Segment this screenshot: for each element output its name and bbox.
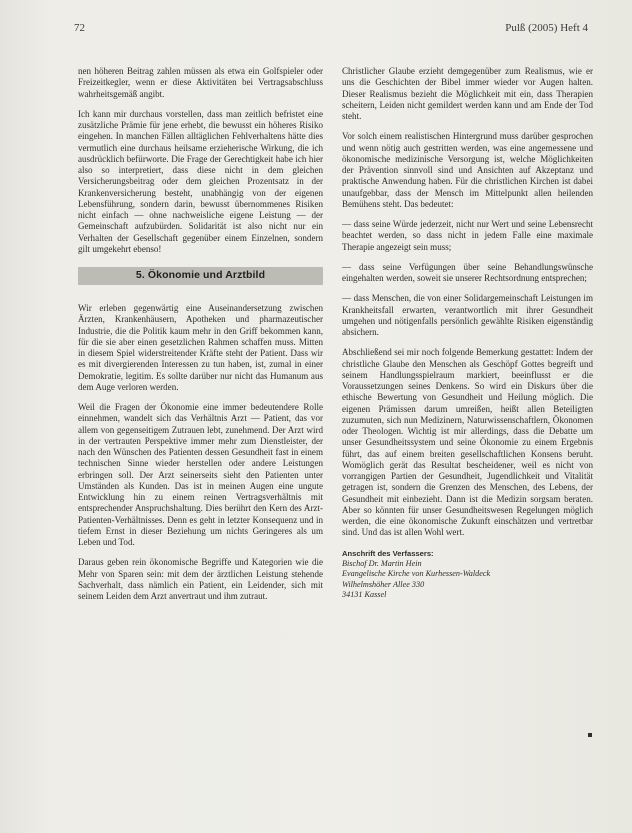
page-header [74,18,588,38]
paragraph: Weil die Fragen der Ökonomie eine immer bedeutendere Rolle einnehmen, wandelt sich das Verhältnis Arzt — Patient, das vor allem von gegenseitigem Zutrauen lebt, zunehmend. Der Arzt wird in der vertrauten Perspektive immer mehr zum Dienstleister, der nach den Wünschen des Patienten dessen Gesundheit fast in einem technischen Sinne wieder herstellen oder andere Leistungen erbringen soll. Der Arzt seinerseits sieht den Patienten unter Umständen als Kunden. Das ist in meinen Augen eine ungute Entwicklung hin zu einem reinen Vertragsverhältnis mit entsprechender Anspruchshaltung. Dies berührt den Kern des Arzt-Patienten-Verhältnisses. Denn es geht in letzter Konsequenz und in tiefem Ernst in dieser Beziehung um nichts Geringeres als um Leben und Tod. [78,402,323,547]
list-item: — dass Menschen, die von einer Solidargemeinschaft Leistungen im Krankheitsfall erwarten, verantwortlich mit ihrer Gesundheit umgehen und nötigenfalls persönlich gewählte Risiken eigenständig absichern. [342,293,593,337]
left-column [78,66,323,611]
right-column [342,66,593,601]
paragraph: nen höheren Beitrag zahlen müssen als etwa ein Golfspieler oder Freizeitkegler, wenn er diese Aktivitäten bei Vertragsabschluss wahrheitsgemäß angibt. [78,66,323,99]
paragraph: Abschließend sei mir noch folgende Bemerkung gestattet: Indem der christliche Glaube den Menschen als Geschöpf Gottes begreift und seinem Handlungsspielraum markiert, beeinflusst er die Voraussetzungen seines Denkens. So wird ein Diskurs über die ethische Bewertung von Gesundheit und Heilung möglich. Die eigenen Prämissen darum umreißen, heißt allen Beteiligten zuzumuten, sich nun Medizinern, Naturwissenschaftlern, Ökonomen oder Theologen. Wichtig ist mir allerdings, dass die Debatte um unser Gesundheitssystem und seine Ökonomie zu einem Ergebnis führt, das auf einem breiten gesellschaftlichen Konsens beruht. Womöglich gerät das Resultat bescheidener, weil es nicht von vorrangigen Partien der Gesundheit, Jugendlichkeit und Vitalität getragen ist, sondern die Grenzen des Menschen, des Lebens, der Gesundheit mit einbezieht. Dann ist die Medizin sorgsam beraten. Aber so könnten für unser Gesundheitswesen Regelungen möglich werden, die eine ökonomische Zukunft einschätzen und vertretbar sind. Und das ist allen Wohl wert. [342,347,593,538]
paragraph: Vor solch einem realistischen Hintergrund muss darüber gesprochen und wenn nötig auch gestritten werden, was eine angemessene und ökonomische medizinische Versorgung ist, welche Möglichkeiten der Prävention sinnvoll sind und Ansichten auf Akzeptanz und praktische Anwendung haben. Für die christlichen Kirchen ist dabei unaufgebbar, dass der Mensch im Mittelpunkt allen heilenden Bemühens steht. Das bedeutet: [342,131,593,209]
list-item: — dass seine Verfügungen über seine Behandlungswünsche eingehalten werden, soweit sie unserer Rechtsordnung entsprechen; [342,261,593,283]
section-heading-text: 5. Ökonomie und Arztbild [135,269,266,282]
address-line: Bischof Dr. Martin Hein [342,558,422,568]
paragraph: Daraus geben rein ökonomische Begriffe und Kategorien wie die Mehr von Sparen sein: mit dem der ärztlichen Leistung stehende Sachverhalt, dass nämlich ein Patient, ein Leidender, sich mit seinem Leiden dem Arzt anvertraut und ihm zutraut. [78,557,323,601]
author-address [342,549,593,601]
address-line: Wilhelmshöher Allee 330 [342,579,425,589]
address-line: Evangelische Kirche von Kurhessen-Waldeck [342,569,491,579]
section-heading [78,267,323,285]
end-of-article-mark [588,733,592,737]
paragraph: Christlicher Glaube erzieht demgegenüber zum Realismus, wie er uns die Geschichten der Bibel immer wieder vor Augen halten. Dieser Realismus bezieht die Möglichkeit mit ein, dass Therapien scheitern, Leiden nicht gemildert werden kann und am Ende der Tod steht. [342,66,593,121]
paragraph: Ich kann mir durchaus vorstellen, dass man zeitlich befristet eine zusätzliche Prämie für jene erhebt, die bewusst ein höheres Risiko eingehen. In manchen Fällen alltäglichen Fehlverhaltens hätte dies vermutlich eine durchaus heilsame erzieherische Wirkung, die ich ausdrücklich befürworte. Die Frage der Gerechtigkeit habe ich hier also so interpretiert, dass diese nicht in dem gleichen Versicherungsbeitrag oder dem gleichen Prozentsatz in der Krankenversicherung besteht, unabhängig von der eigenen Lebensführung, sondern darin, bewusst übernommenes Risiken nicht einfach — ohne nachweisliche eigene Leistung — der Gemeinschaft aufzubürden. Solidarität ist also nicht nur ein Verhalten der Gesellschaft gegenüber einem Einzelnen, sondern gilt umgekehrt ebenso! [78,108,323,254]
journal-reference: Pulß (2005) Heft 4 [505,22,588,34]
list-item: — dass seine Würde jederzeit, nicht nur Wert und seine Lebensrecht beachtet werden, so dass nicht in jedem Falle eine maximale Therapie angezeigt sein muss; [342,219,593,252]
paragraph: Wir erleben gegenwärtig eine Auseinandersetzung zwischen Ärzten, Krankenhäusern, Apotheken und pharmazeutischer Industrie, die die Politik kaum mehr in den Griff bekommen kann, für die sie aber einen gesetzlichen Rahmen schaffen muss. Mitten in diesem Spiel widerstreitender Kräfte steht der Patient. Dass wir es mit divergierenden Interessen zu tun haben, ist, zumal in einer Demokratie, legitim. Es sollte darüber nur nicht das Humanum aus dem Auge verloren werden. [78,303,323,392]
page-number: 72 [74,22,85,34]
address-heading: Anschrift des Verfassers: [342,548,434,558]
address-line: 34131 Kassel [342,590,387,600]
